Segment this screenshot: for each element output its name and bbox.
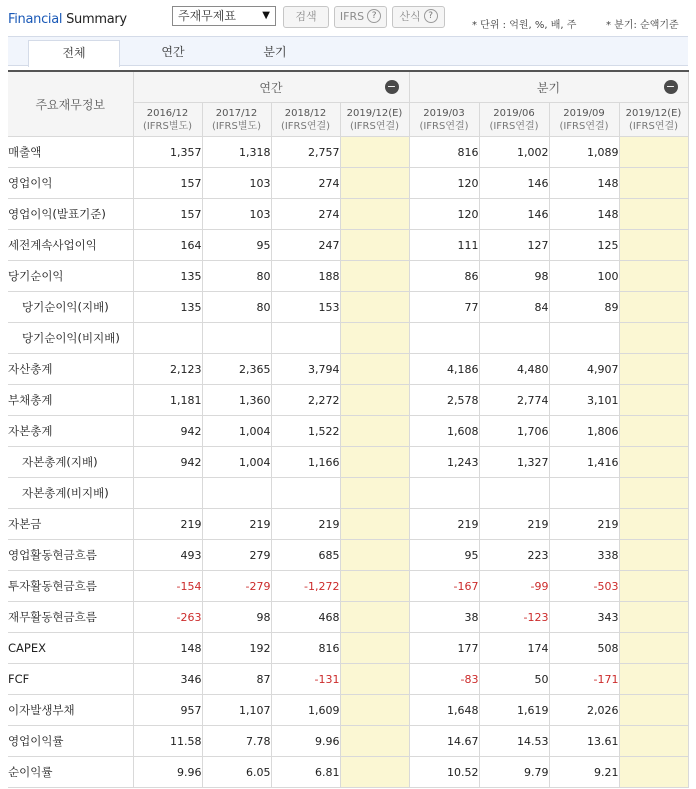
period-date: 2017/12	[215, 107, 258, 119]
value-cell: 219	[133, 509, 202, 540]
statement-type-value: 주재무제표	[178, 9, 236, 23]
top-toolbar	[0, 0, 696, 34]
value-cell	[340, 447, 409, 478]
period-header	[549, 103, 619, 137]
period-header	[479, 103, 549, 137]
value-cell: 1,004	[202, 447, 271, 478]
value-cell: 1,002	[479, 137, 549, 168]
value-cell	[340, 540, 409, 571]
value-cell: 1,181	[133, 385, 202, 416]
row-label: 자본총계(비지배)	[8, 478, 133, 509]
row-label: 영업이익률	[8, 726, 133, 757]
value-cell	[619, 664, 688, 695]
value-cell: 148	[549, 168, 619, 199]
value-cell: 1,357	[133, 137, 202, 168]
value-cell: 219	[271, 509, 340, 540]
value-cell: 1,107	[202, 695, 271, 726]
page-title	[8, 12, 127, 27]
value-cell: 493	[133, 540, 202, 571]
value-cell	[340, 292, 409, 323]
value-cell	[619, 416, 688, 447]
value-cell: 2,026	[549, 695, 619, 726]
value-cell	[619, 509, 688, 540]
value-cell: -154	[133, 571, 202, 602]
value-cell: 1,648	[409, 695, 479, 726]
value-cell: 38	[409, 602, 479, 633]
period-basis: (IFRS연결)	[489, 120, 539, 132]
table-row	[8, 633, 688, 664]
period-basis: (IFRS연결)	[559, 120, 609, 132]
value-cell: 2,123	[133, 354, 202, 385]
table-row	[8, 478, 688, 509]
table-body	[8, 137, 688, 788]
quarterly-group-header	[409, 71, 688, 103]
value-cell: 219	[479, 509, 549, 540]
value-cell	[340, 571, 409, 602]
value-cell	[340, 478, 409, 509]
value-cell: 247	[271, 230, 340, 261]
value-cell: 87	[202, 664, 271, 695]
value-cell	[619, 633, 688, 664]
tab-quarterly[interactable]: 분기	[263, 45, 287, 59]
value-cell: 1,318	[202, 137, 271, 168]
value-cell: 4,186	[409, 354, 479, 385]
row-label: CAPEX	[8, 633, 133, 664]
value-cell	[619, 695, 688, 726]
value-cell: 174	[479, 633, 549, 664]
value-cell: 3,101	[549, 385, 619, 416]
table-row	[8, 230, 688, 261]
value-cell: 148	[549, 199, 619, 230]
value-cell: -83	[409, 664, 479, 695]
value-cell: 14.53	[479, 726, 549, 757]
value-cell: 3,794	[271, 354, 340, 385]
value-cell: 157	[133, 168, 202, 199]
value-cell: 1,360	[202, 385, 271, 416]
row-label: 자산총계	[8, 354, 133, 385]
value-cell	[619, 602, 688, 633]
value-cell: 103	[202, 168, 271, 199]
value-cell: 95	[202, 230, 271, 261]
value-cell: 1,608	[409, 416, 479, 447]
value-cell	[619, 478, 688, 509]
value-cell	[549, 478, 619, 509]
value-cell	[619, 726, 688, 757]
row-label: 자본금	[8, 509, 133, 540]
page-title-part2: Summary	[66, 12, 127, 27]
row-label: 자본총계	[8, 416, 133, 447]
row-label: 영업활동현금흐름	[8, 540, 133, 571]
value-cell: 153	[271, 292, 340, 323]
period-basis: (IFRS별도)	[211, 120, 262, 132]
value-cell: 13.61	[549, 726, 619, 757]
value-cell	[619, 540, 688, 571]
quarterly-group-label: 분기	[536, 80, 561, 95]
value-cell: 508	[549, 633, 619, 664]
value-cell: 148	[133, 633, 202, 664]
ifrs-help-button[interactable]	[334, 6, 387, 28]
value-cell: 942	[133, 416, 202, 447]
value-cell: 6.05	[202, 757, 271, 788]
period-date: 2018/12	[284, 107, 327, 119]
value-cell: -503	[549, 571, 619, 602]
value-cell: 10.52	[409, 757, 479, 788]
row-label: 매출액	[8, 137, 133, 168]
row-label: 자본총계(지배)	[8, 447, 133, 478]
value-cell: 111	[409, 230, 479, 261]
value-cell: 685	[271, 540, 340, 571]
value-cell	[619, 230, 688, 261]
period-header	[133, 103, 202, 137]
value-cell: 9.79	[479, 757, 549, 788]
value-cell: 98	[202, 602, 271, 633]
row-label: 투자활동현금흐름	[8, 571, 133, 602]
table-row	[8, 385, 688, 416]
row-label: 이자발생부채	[8, 695, 133, 726]
value-cell	[340, 168, 409, 199]
value-cell	[340, 695, 409, 726]
value-cell	[619, 447, 688, 478]
value-cell: 77	[409, 292, 479, 323]
value-cell: 1,619	[479, 695, 549, 726]
value-cell: 9.96	[133, 757, 202, 788]
table-row	[8, 447, 688, 478]
value-cell: 135	[133, 261, 202, 292]
tab-all[interactable]: 전체	[28, 40, 120, 67]
value-cell	[340, 199, 409, 230]
period-header	[202, 103, 271, 137]
value-cell: -263	[133, 602, 202, 633]
value-cell: 2,578	[409, 385, 479, 416]
value-cell: 125	[549, 230, 619, 261]
period-header	[340, 103, 409, 137]
financial-summary-table	[8, 70, 689, 788]
search-button[interactable]	[283, 6, 329, 28]
value-cell: 468	[271, 602, 340, 633]
value-cell	[619, 199, 688, 230]
value-cell: -99	[479, 571, 549, 602]
value-cell: 1,522	[271, 416, 340, 447]
value-cell: 942	[133, 447, 202, 478]
table-row	[8, 292, 688, 323]
table-row	[8, 695, 688, 726]
annual-group-label: 연간	[259, 80, 283, 95]
value-cell	[479, 323, 549, 354]
period-header	[619, 103, 688, 137]
period-date: 2019/12(E)	[625, 107, 682, 119]
value-cell	[619, 261, 688, 292]
period-date: 2019/03	[423, 107, 465, 119]
value-cell: 219	[202, 509, 271, 540]
row-label: 당기순이익	[8, 261, 133, 292]
value-cell: 84	[479, 292, 549, 323]
value-cell: 98	[479, 261, 549, 292]
value-cell	[619, 354, 688, 385]
value-cell: 1,416	[549, 447, 619, 478]
help-icon: ?	[367, 9, 381, 23]
value-cell: 4,907	[549, 354, 619, 385]
value-cell: 164	[133, 230, 202, 261]
value-cell: 146	[479, 199, 549, 230]
value-cell: 50	[479, 664, 549, 695]
row-label: 순이익률	[8, 757, 133, 788]
statement-type-select[interactable]	[172, 6, 276, 26]
value-cell	[340, 509, 409, 540]
value-cell: 1,004	[202, 416, 271, 447]
value-cell	[340, 261, 409, 292]
value-cell: 4,480	[479, 354, 549, 385]
value-cell	[409, 323, 479, 354]
corner-header: 주요재무정보	[8, 71, 133, 137]
value-cell: 120	[409, 168, 479, 199]
row-label: 영업이익	[8, 168, 133, 199]
value-cell: -1,272	[271, 571, 340, 602]
row-label: 세전계속사업이익	[8, 230, 133, 261]
table-row	[8, 168, 688, 199]
value-cell	[340, 726, 409, 757]
value-cell	[340, 137, 409, 168]
value-cell: 6.81	[271, 757, 340, 788]
row-label: 재무활동현금흐름	[8, 602, 133, 633]
table-row	[8, 726, 688, 757]
formula-help-button[interactable]	[392, 6, 445, 28]
period-basis: (IFRS별도)	[142, 120, 193, 132]
table-row	[8, 540, 688, 571]
value-cell: 279	[202, 540, 271, 571]
dropdown-arrow-icon: ▼	[262, 10, 270, 21]
value-cell: -167	[409, 571, 479, 602]
value-cell: -123	[479, 602, 549, 633]
value-cell: 177	[409, 633, 479, 664]
value-cell	[340, 385, 409, 416]
value-cell: 2,365	[202, 354, 271, 385]
value-cell: 816	[271, 633, 340, 664]
help-icon: ?	[424, 9, 438, 23]
table-row	[8, 571, 688, 602]
value-cell	[619, 137, 688, 168]
value-cell	[202, 478, 271, 509]
value-cell: 146	[479, 168, 549, 199]
value-cell	[340, 416, 409, 447]
search-button-label: 검색	[295, 10, 317, 23]
value-cell: 2,774	[479, 385, 549, 416]
value-cell: 274	[271, 199, 340, 230]
value-cell: 103	[202, 199, 271, 230]
annual-group-header	[133, 71, 409, 103]
value-cell: 80	[202, 261, 271, 292]
value-cell: 338	[549, 540, 619, 571]
table-row	[8, 757, 688, 788]
value-cell	[340, 602, 409, 633]
table-row	[8, 137, 688, 168]
value-cell: 1,243	[409, 447, 479, 478]
collapse-quarterly-icon[interactable]: −	[664, 80, 678, 94]
value-cell: -131	[271, 664, 340, 695]
value-cell	[619, 757, 688, 788]
value-cell: 7.78	[202, 726, 271, 757]
value-cell	[340, 230, 409, 261]
value-cell: 95	[409, 540, 479, 571]
value-cell: 80	[202, 292, 271, 323]
period-basis: (IFRS연결)	[628, 120, 679, 132]
value-cell: 1,706	[479, 416, 549, 447]
value-cell	[619, 292, 688, 323]
period-date: 2019/12(E)	[346, 107, 403, 119]
value-cell: 1,609	[271, 695, 340, 726]
value-cell: 188	[271, 261, 340, 292]
value-cell: 2,757	[271, 137, 340, 168]
ifrs-button-label: IFRS	[339, 10, 365, 23]
value-cell: 120	[409, 199, 479, 230]
value-cell	[340, 633, 409, 664]
row-label: 부채총계	[8, 385, 133, 416]
row-label: 당기순이익(지배)	[8, 292, 133, 323]
period-basis: (IFRS연결)	[280, 120, 331, 132]
value-cell	[340, 664, 409, 695]
value-cell: 89	[549, 292, 619, 323]
value-cell	[409, 478, 479, 509]
table-row	[8, 323, 688, 354]
period-date: 2019/06	[493, 107, 535, 119]
row-label: FCF	[8, 664, 133, 695]
value-cell: 219	[549, 509, 619, 540]
value-cell	[271, 478, 340, 509]
value-cell	[340, 354, 409, 385]
period-header	[409, 103, 479, 137]
value-cell: 1,806	[549, 416, 619, 447]
table-row	[8, 664, 688, 695]
table-row	[8, 509, 688, 540]
collapse-annual-icon[interactable]: −	[385, 80, 399, 94]
value-cell: 219	[409, 509, 479, 540]
value-cell: 346	[133, 664, 202, 695]
table-row	[8, 199, 688, 230]
period-basis: (IFRS연결)	[419, 120, 469, 132]
quarter-basis-note: * 분기: 순액기준	[606, 20, 679, 31]
unit-note: * 단위 : 억원, %, 배, 주	[472, 20, 577, 31]
formula-button-label: 산식	[399, 10, 421, 23]
value-cell: 223	[479, 540, 549, 571]
value-cell: 157	[133, 199, 202, 230]
value-cell: 100	[549, 261, 619, 292]
value-cell	[479, 478, 549, 509]
table-row	[8, 416, 688, 447]
period-basis: (IFRS연결)	[349, 120, 400, 132]
value-cell: 11.58	[133, 726, 202, 757]
tab-bar	[8, 36, 688, 66]
value-cell: 1,327	[479, 447, 549, 478]
value-cell: 192	[202, 633, 271, 664]
value-cell: 1,089	[549, 137, 619, 168]
tab-annual[interactable]: 연간	[161, 45, 185, 59]
value-cell	[271, 323, 340, 354]
page-title-part1: Financial	[8, 12, 63, 27]
row-label: 당기순이익(비지배)	[8, 323, 133, 354]
value-cell	[340, 323, 409, 354]
value-cell: 343	[549, 602, 619, 633]
value-cell: 816	[409, 137, 479, 168]
value-cell	[619, 385, 688, 416]
value-cell: 1,166	[271, 447, 340, 478]
value-cell: 127	[479, 230, 549, 261]
value-cell	[133, 478, 202, 509]
table-row	[8, 602, 688, 633]
value-cell: 2,272	[271, 385, 340, 416]
table-row	[8, 354, 688, 385]
table-row	[8, 261, 688, 292]
value-cell: -171	[549, 664, 619, 695]
row-label: 영업이익(발표기준)	[8, 199, 133, 230]
value-cell	[549, 323, 619, 354]
value-cell: 135	[133, 292, 202, 323]
value-cell: 274	[271, 168, 340, 199]
value-cell: 14.67	[409, 726, 479, 757]
value-cell	[340, 757, 409, 788]
value-cell: -279	[202, 571, 271, 602]
value-cell: 9.96	[271, 726, 340, 757]
value-cell: 86	[409, 261, 479, 292]
value-cell	[619, 168, 688, 199]
period-date: 2019/09	[563, 107, 605, 119]
value-cell	[133, 323, 202, 354]
period-date: 2016/12	[146, 107, 189, 119]
value-cell	[619, 571, 688, 602]
value-cell	[619, 323, 688, 354]
period-header	[271, 103, 340, 137]
value-cell: 9.21	[549, 757, 619, 788]
value-cell	[202, 323, 271, 354]
value-cell: 957	[133, 695, 202, 726]
